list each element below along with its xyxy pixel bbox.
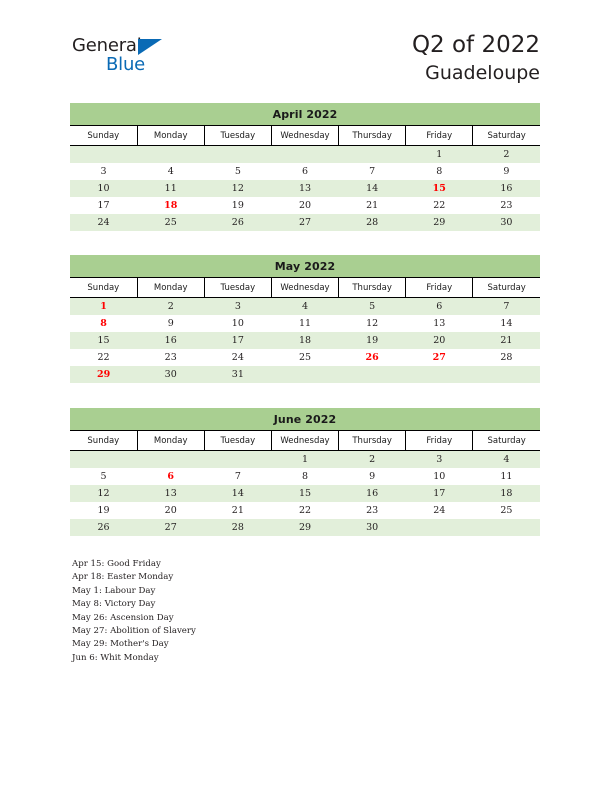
day-cell[interactable]: 5 — [339, 298, 406, 316]
weekday-header-row — [70, 431, 540, 451]
day-cell[interactable]: 4 — [473, 451, 540, 469]
logo-text-blue: Blue — [106, 54, 146, 75]
calendar-month-may — [70, 255, 540, 383]
day-cell[interactable]: 7 — [339, 163, 406, 180]
weekday-header-saturday: Saturday — [473, 431, 540, 451]
day-cell[interactable]: 1 — [271, 451, 338, 469]
day-cell[interactable]: 6 — [271, 163, 338, 180]
day-cell[interactable]: 12 — [339, 315, 406, 332]
day-cell[interactable]: 3 — [204, 298, 271, 316]
day-cell-holiday[interactable]: 8 — [70, 315, 137, 332]
weekday-header-saturday: Saturday — [473, 126, 540, 146]
day-cell[interactable]: 15 — [70, 332, 137, 349]
day-cell[interactable]: 30 — [137, 366, 204, 383]
day-cell[interactable]: 6 — [406, 298, 473, 316]
day-cell[interactable]: 5 — [204, 163, 271, 180]
week-row — [70, 197, 540, 214]
weekday-header-saturday: Saturday — [473, 278, 540, 298]
day-cell[interactable]: 17 — [204, 332, 271, 349]
day-cell[interactable]: 18 — [271, 332, 338, 349]
page-subtitle: Guadeloupe — [425, 62, 540, 84]
week-row — [70, 485, 540, 502]
day-cell-empty — [339, 146, 406, 164]
day-cell[interactable]: 14 — [473, 315, 540, 332]
page-header — [0, 0, 612, 96]
day-cell[interactable]: 2 — [339, 451, 406, 469]
month-title: May 2022 — [70, 255, 540, 278]
day-cell-empty — [271, 146, 338, 164]
weekday-header-sunday: Sunday — [70, 431, 137, 451]
day-cell-holiday[interactable]: 6 — [137, 468, 204, 485]
day-cell[interactable]: 10 — [406, 468, 473, 485]
holiday-legend-item: May 26: Ascension Day — [72, 612, 174, 623]
weekday-header-monday: Monday — [137, 431, 204, 451]
weekday-header-thursday: Thursday — [339, 431, 406, 451]
month-table — [70, 255, 540, 383]
week-row — [70, 349, 540, 366]
day-cell[interactable]: 14 — [339, 180, 406, 197]
title-block — [412, 30, 540, 86]
day-cell[interactable]: 4 — [137, 163, 204, 180]
day-cell[interactable]: 24 — [204, 349, 271, 366]
day-cell[interactable]: 20 — [271, 197, 338, 214]
day-cell[interactable]: 25 — [271, 349, 338, 366]
month-title: April 2022 — [70, 103, 540, 126]
weekday-header-thursday: Thursday — [339, 126, 406, 146]
day-cell[interactable]: 21 — [339, 197, 406, 214]
logo-text-general: General — [72, 35, 142, 56]
day-cell-empty — [406, 519, 473, 536]
day-cell[interactable]: 13 — [271, 180, 338, 197]
day-cell[interactable]: 9 — [137, 315, 204, 332]
day-cell[interactable]: 8 — [271, 468, 338, 485]
weekday-header-row — [70, 126, 540, 146]
day-cell-empty — [473, 366, 540, 383]
week-row — [70, 315, 540, 332]
day-cell[interactable]: 13 — [137, 485, 204, 502]
day-cell[interactable]: 20 — [406, 332, 473, 349]
day-cell-empty — [406, 366, 473, 383]
week-row — [70, 332, 540, 349]
week-row — [70, 502, 540, 519]
day-cell[interactable]: 20 — [137, 502, 204, 519]
day-cell-empty — [204, 146, 271, 164]
month-table — [70, 103, 540, 231]
day-cell[interactable]: 15 — [271, 485, 338, 502]
day-cell[interactable]: 2 — [137, 298, 204, 316]
day-cell[interactable]: 26 — [70, 519, 137, 536]
holiday-legend — [72, 558, 472, 665]
weekday-header-tuesday: Tuesday — [204, 431, 271, 451]
weekday-header-wednesday: Wednesday — [271, 278, 338, 298]
holiday-legend-item: Apr 18: Easter Monday — [72, 572, 174, 583]
day-cell[interactable]: 9 — [339, 468, 406, 485]
day-cell[interactable]: 18 — [473, 485, 540, 502]
day-cell[interactable]: 28 — [473, 349, 540, 366]
day-cell-empty — [70, 146, 137, 164]
general-blue-logo — [72, 36, 192, 80]
weekday-header-friday: Friday — [406, 126, 473, 146]
weekday-header-thursday: Thursday — [339, 278, 406, 298]
holiday-legend-item: May 8: Victory Day — [72, 599, 156, 610]
day-cell[interactable]: 4 — [271, 298, 338, 316]
month-title-row — [70, 408, 540, 431]
day-cell[interactable]: 13 — [406, 315, 473, 332]
holiday-legend-item: Apr 15: Good Friday — [72, 559, 161, 569]
week-row — [70, 180, 540, 197]
day-cell[interactable]: 12 — [70, 485, 137, 502]
weekday-header-friday: Friday — [406, 278, 473, 298]
month-title: June 2022 — [70, 408, 540, 431]
logo-triangle-icon — [138, 39, 162, 55]
week-row — [70, 519, 540, 536]
day-cell[interactable]: 10 — [70, 180, 137, 197]
weekday-header-sunday: Sunday — [70, 278, 137, 298]
month-table — [70, 408, 540, 536]
holiday-legend-item: May 1: Labour Day — [72, 585, 156, 596]
day-cell[interactable]: 22 — [70, 349, 137, 366]
day-cell[interactable]: 1 — [406, 146, 473, 164]
week-row — [70, 214, 540, 231]
page-title: Q2 of 2022 — [411, 32, 540, 58]
day-cell-holiday[interactable]: 1 — [70, 298, 137, 316]
weekday-header-monday: Monday — [137, 278, 204, 298]
day-cell[interactable]: 11 — [473, 468, 540, 485]
day-cell[interactable]: 24 — [70, 214, 137, 231]
weekday-header-tuesday: Tuesday — [204, 126, 271, 146]
day-cell[interactable]: 23 — [339, 502, 406, 519]
weekday-header-friday: Friday — [406, 431, 473, 451]
week-row — [70, 451, 540, 469]
weekday-header-monday: Monday — [137, 126, 204, 146]
calendar-month-june — [70, 408, 540, 536]
holiday-legend-item: Jun 6: Whit Monday — [72, 652, 159, 663]
day-cell[interactable]: 19 — [204, 197, 271, 214]
day-cell[interactable]: 16 — [339, 485, 406, 502]
weekday-header-wednesday: Wednesday — [271, 126, 338, 146]
weekday-header-row — [70, 278, 540, 298]
holiday-legend-item: May 27: Abolition of Slavery — [72, 626, 196, 637]
day-cell[interactable]: 17 — [406, 485, 473, 502]
day-cell[interactable]: 11 — [271, 315, 338, 332]
day-cell[interactable]: 3 — [406, 451, 473, 469]
day-cell[interactable]: 19 — [70, 502, 137, 519]
day-cell[interactable]: 31 — [204, 366, 271, 383]
day-cell-empty — [339, 366, 406, 383]
day-cell[interactable]: 30 — [473, 214, 540, 231]
day-cell[interactable]: 11 — [137, 180, 204, 197]
day-cell[interactable]: 30 — [339, 519, 406, 536]
month-title-row — [70, 103, 540, 126]
day-cell[interactable]: 14 — [204, 485, 271, 502]
day-cell[interactable]: 8 — [406, 163, 473, 180]
day-cell[interactable]: 24 — [406, 502, 473, 519]
day-cell[interactable]: 22 — [406, 197, 473, 214]
week-row — [70, 163, 540, 180]
day-cell-empty — [473, 519, 540, 536]
week-row — [70, 146, 540, 164]
day-cell[interactable]: 7 — [204, 468, 271, 485]
day-cell[interactable]: 27 — [271, 214, 338, 231]
week-row — [70, 298, 540, 316]
day-cell-empty — [271, 366, 338, 383]
day-cell[interactable]: 9 — [473, 163, 540, 180]
weekday-header-sunday: Sunday — [70, 126, 137, 146]
day-cell-holiday[interactable]: 29 — [70, 366, 137, 383]
day-cell[interactable]: 19 — [339, 332, 406, 349]
day-cell[interactable]: 23 — [473, 197, 540, 214]
day-cell[interactable]: 29 — [271, 519, 338, 536]
day-cell-empty — [204, 451, 271, 469]
weekday-header-tuesday: Tuesday — [204, 278, 271, 298]
day-cell-empty — [137, 451, 204, 469]
day-cell[interactable]: 7 — [473, 298, 540, 316]
day-cell-holiday[interactable]: 15 — [406, 180, 473, 197]
day-cell[interactable]: 12 — [204, 180, 271, 197]
day-cell[interactable]: 25 — [137, 214, 204, 231]
day-cell[interactable]: 17 — [70, 197, 137, 214]
day-cell[interactable]: 16 — [137, 332, 204, 349]
day-cell-holiday[interactable]: 18 — [137, 197, 204, 214]
day-cell[interactable]: 21 — [473, 332, 540, 349]
day-cell[interactable]: 27 — [137, 519, 204, 536]
day-cell[interactable]: 29 — [406, 214, 473, 231]
month-title-row — [70, 255, 540, 278]
day-cell[interactable]: 21 — [204, 502, 271, 519]
day-cell-empty — [137, 146, 204, 164]
day-cell[interactable]: 3 — [70, 163, 137, 180]
weekday-header-wednesday: Wednesday — [271, 431, 338, 451]
day-cell[interactable]: 28 — [204, 519, 271, 536]
day-cell[interactable]: 23 — [137, 349, 204, 366]
day-cell[interactable]: 2 — [473, 146, 540, 164]
week-row — [70, 366, 540, 383]
day-cell-holiday[interactable]: 27 — [406, 349, 473, 366]
day-cell[interactable]: 28 — [339, 214, 406, 231]
week-row — [70, 468, 540, 485]
day-cell[interactable]: 5 — [70, 468, 137, 485]
holiday-legend-item: May 29: Mother's Day — [72, 639, 169, 650]
day-cell[interactable]: 10 — [204, 315, 271, 332]
calendar-month-april — [70, 103, 540, 231]
day-cell[interactable]: 22 — [271, 502, 338, 519]
day-cell[interactable]: 16 — [473, 180, 540, 197]
day-cell-holiday[interactable]: 26 — [339, 349, 406, 366]
day-cell[interactable]: 26 — [204, 214, 271, 231]
day-cell[interactable]: 25 — [473, 502, 540, 519]
day-cell-empty — [70, 451, 137, 469]
